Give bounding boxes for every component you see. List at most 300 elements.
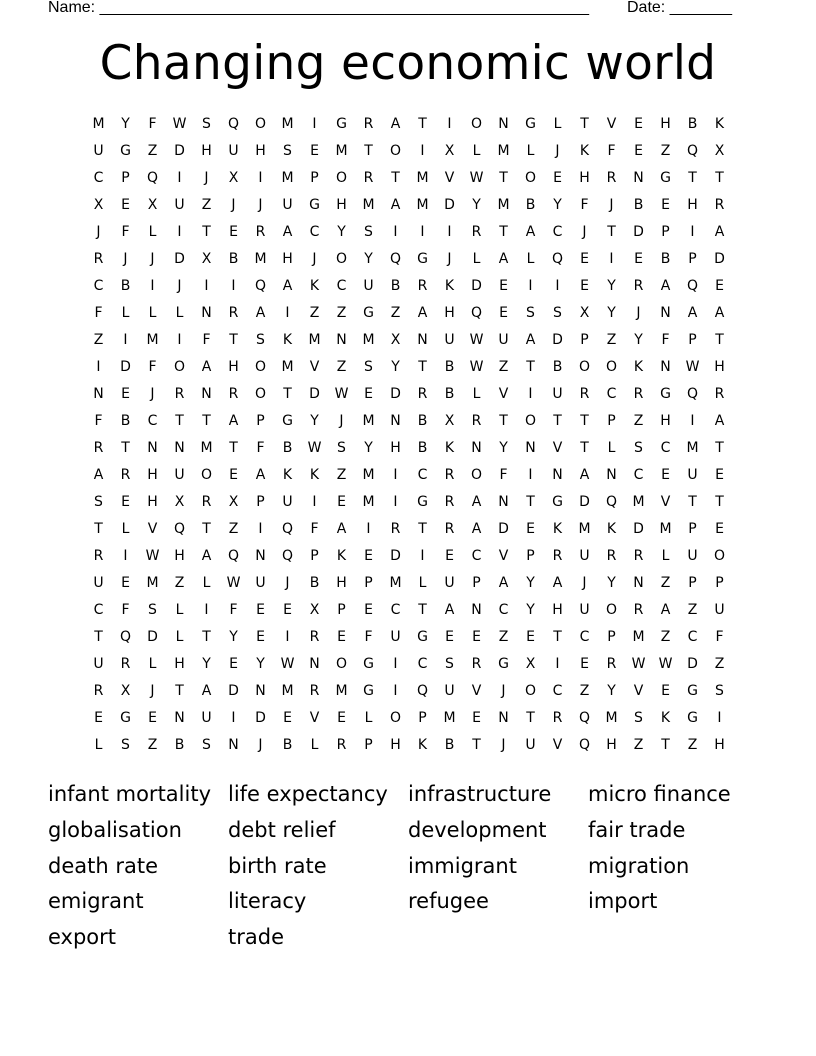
word-list-item: birth rate [228, 853, 327, 878]
grid-letter: L [472, 143, 481, 159]
grid-letter: I [420, 548, 425, 564]
grid-letter: O [470, 467, 483, 483]
grid-row [85, 192, 733, 219]
grid-letter: O [389, 143, 402, 159]
grid-letter: S [634, 710, 643, 726]
grid-letter: T [661, 737, 670, 753]
grid-letter: B [444, 359, 455, 375]
grid-letter: C [390, 602, 401, 618]
grid-letter: W [685, 359, 700, 375]
grid-letter: Y [229, 629, 238, 645]
grid-letter: I [717, 710, 722, 726]
grid-letter: N [633, 170, 644, 186]
worksheet-header [48, 0, 748, 18]
grid-letter: B [282, 737, 293, 753]
grid-letter: R [363, 116, 374, 132]
grid-letter: L [472, 251, 481, 267]
grid-letter: T [688, 494, 697, 510]
grid-letter: R [93, 251, 104, 267]
grid-letter: P [256, 494, 265, 510]
word-list-item: import [588, 889, 658, 914]
grid-letter: K [444, 278, 455, 294]
grid-letter: I [393, 494, 398, 510]
grid-letter: M [335, 683, 348, 699]
grid-letter: T [715, 440, 724, 456]
grid-letter: K [444, 440, 455, 456]
grid-letter: I [555, 278, 560, 294]
grid-letter: H [390, 737, 401, 753]
grid-letter: K [633, 359, 644, 375]
grid-letter: C [633, 467, 644, 483]
grid-letter: S [445, 656, 454, 672]
grid-letter: I [528, 386, 533, 402]
grid-letter: Z [336, 467, 347, 483]
grid-letter: Y [526, 602, 535, 618]
grid-letter: J [231, 197, 236, 213]
grid-row [85, 597, 733, 624]
grid-letter: E [526, 629, 535, 645]
grid-letter: E [121, 575, 130, 591]
grid-letter: C [552, 683, 563, 699]
grid-letter: X [444, 143, 455, 159]
grid-letter: E [661, 683, 670, 699]
grid-letter: S [94, 494, 103, 510]
grid-letter: D [687, 656, 698, 672]
grid-letter: X [525, 656, 536, 672]
grid-letter: A [714, 224, 725, 240]
grid-letter: D [471, 278, 482, 294]
grid-letter: Y [391, 359, 400, 375]
grid-letter: I [609, 251, 614, 267]
grid-letter: Y [607, 683, 616, 699]
grid-letter: R [633, 548, 644, 564]
grid-letter: D [633, 521, 644, 537]
grid-letter: T [715, 494, 724, 510]
grid-letter: J [204, 170, 209, 186]
grid-letter: R [633, 386, 644, 402]
grid-letter: Q [416, 683, 429, 699]
word-list-item: fair trade [588, 817, 686, 842]
grid-letter: N [471, 440, 482, 456]
grid-letter: S [256, 332, 265, 348]
grid-letter: T [526, 494, 535, 510]
grid-letter: E [526, 521, 535, 537]
grid-letter: C [471, 548, 482, 564]
grid-letter: V [552, 440, 563, 456]
grid-row [85, 246, 733, 273]
grid-letter: C [336, 278, 347, 294]
grid-letter: F [148, 116, 157, 132]
grid-letter: A [687, 305, 698, 321]
grid-letter: D [255, 710, 266, 726]
grid-letter: B [228, 251, 239, 267]
grid-letter: D [390, 548, 401, 564]
grid-letter: T [202, 224, 211, 240]
grid-letter: Y [256, 656, 265, 672]
grid-letter: N [255, 683, 266, 699]
grid-letter: T [715, 332, 724, 348]
grid-letter: U [255, 575, 266, 591]
grid-letter: S [283, 143, 292, 159]
grid-letter: H [687, 197, 698, 213]
grid-letter: V [606, 116, 617, 132]
grid-letter: D [579, 494, 590, 510]
grid-letter: R [417, 278, 428, 294]
grid-letter: X [579, 305, 590, 321]
grid-letter: U [93, 575, 104, 591]
grid-letter: T [121, 440, 130, 456]
grid-letter: S [715, 683, 724, 699]
grid-letter: F [121, 224, 130, 240]
grid-letter: F [661, 332, 670, 348]
grid-letter: T [715, 170, 724, 186]
grid-letter: B [633, 197, 644, 213]
grid-letter: I [555, 656, 560, 672]
word-list-item: export [48, 925, 117, 950]
grid-letter: Z [174, 575, 185, 591]
grid-letter: N [498, 116, 509, 132]
grid-letter: R [606, 548, 617, 564]
grid-letter: P [607, 413, 616, 429]
grid-letter: V [147, 521, 158, 537]
grid-letter: T [553, 629, 562, 645]
grid-row [85, 354, 733, 381]
grid-letter: U [390, 629, 401, 645]
grid-letter: O [524, 170, 537, 186]
grid-letter: E [283, 710, 292, 726]
grid-letter: U [552, 386, 563, 402]
grid-letter: E [364, 386, 373, 402]
grid-letter: E [445, 548, 454, 564]
grid-letter: L [175, 629, 184, 645]
grid-letter: Z [579, 683, 590, 699]
grid-letter: I [177, 170, 182, 186]
grid-letter: Z [201, 197, 212, 213]
grid-letter: X [309, 602, 320, 618]
grid-letter: N [525, 440, 536, 456]
grid-letter: F [310, 521, 319, 537]
grid-letter: F [94, 305, 103, 321]
grid-letter: G [417, 629, 428, 645]
grid-letter: R [120, 656, 131, 672]
grid-letter: L [175, 305, 184, 321]
word-list-item: infant mortality [48, 782, 211, 806]
grid-letter: J [258, 197, 263, 213]
grid-letter: U [444, 683, 455, 699]
grid-letter: G [363, 656, 374, 672]
grid-letter: M [659, 521, 672, 537]
grid-letter: U [201, 710, 212, 726]
grid-letter: D [309, 386, 320, 402]
grid-letter: Z [498, 629, 509, 645]
grid-letter: K [714, 116, 725, 132]
grid-letter: C [579, 629, 590, 645]
grid-letter: E [310, 143, 319, 159]
grid-letter: E [229, 224, 238, 240]
grid-letter: Y [553, 197, 562, 213]
grid-letter: M [362, 332, 375, 348]
grid-letter: J [312, 251, 317, 267]
grid-letter: E [337, 710, 346, 726]
grid-letter: H [336, 197, 347, 213]
grid-letter: L [148, 305, 157, 321]
grid-letter: M [362, 467, 375, 483]
grid-letter: N [309, 656, 320, 672]
grid-letter: R [255, 224, 266, 240]
grid-letter: H [660, 413, 671, 429]
grid-letter: C [309, 224, 320, 240]
word-list-item: literacy [228, 889, 307, 914]
grid-letter: S [634, 440, 643, 456]
grid-letter: H [201, 143, 212, 159]
grid-letter: N [498, 710, 509, 726]
grid-letter: H [336, 575, 347, 591]
grid-letter: T [553, 413, 562, 429]
grid-letter: G [525, 116, 536, 132]
grid-letter: C [498, 602, 509, 618]
grid-letter: E [715, 278, 724, 294]
word-list-item: development [408, 817, 547, 842]
grid-letter: Q [146, 170, 159, 186]
grid-letter: B [282, 440, 293, 456]
grid-letter: V [309, 359, 320, 375]
grid-letter: R [579, 386, 590, 402]
grid-letter: Z [336, 305, 347, 321]
grid-letter: N [660, 359, 671, 375]
grid-letter: C [417, 656, 428, 672]
grid-letter: B [120, 413, 131, 429]
grid-letter: N [201, 305, 212, 321]
grid-letter: S [202, 737, 211, 753]
grid-letter: H [174, 656, 185, 672]
grid-letter: E [337, 494, 346, 510]
grid-letter: K [660, 710, 671, 726]
grid-letter: V [498, 548, 509, 564]
grid-letter: X [93, 197, 104, 213]
grid-letter: R [471, 413, 482, 429]
grid-letter: B [552, 359, 563, 375]
grid-letter: E [121, 197, 130, 213]
grid-letter: C [417, 467, 428, 483]
grid-row [85, 111, 733, 138]
grid-letter: M [281, 170, 294, 186]
grid-letter: F [202, 332, 211, 348]
grid-letter: K [579, 143, 590, 159]
grid-letter: S [337, 440, 346, 456]
grid-letter: P [580, 332, 589, 348]
grid-letter: X [201, 251, 212, 267]
grid-letter: A [714, 305, 725, 321]
grid-letter: V [633, 683, 644, 699]
word-list-item: immigrant [408, 853, 517, 878]
grid-letter: W [226, 575, 241, 591]
grid-letter: Z [714, 656, 725, 672]
grid-letter: A [228, 413, 239, 429]
grid-letter: E [634, 251, 643, 267]
grid-letter: U [498, 332, 509, 348]
grid-letter: A [525, 224, 536, 240]
grid-letter: F [256, 440, 265, 456]
grid-letter: E [148, 710, 157, 726]
grid-letter: M [281, 359, 294, 375]
grid-letter: I [258, 521, 263, 537]
grid-letter: O [578, 359, 591, 375]
grid-letter: H [579, 170, 590, 186]
grid-letter: N [471, 602, 482, 618]
grid-letter: I [204, 278, 209, 294]
grid-letter: F [229, 602, 238, 618]
grid-row [85, 732, 733, 759]
grid-letter: L [661, 548, 670, 564]
grid-letter: P [688, 332, 697, 348]
grid-letter: K [282, 467, 293, 483]
grid-letter: R [228, 386, 239, 402]
grid-letter: J [501, 737, 506, 753]
grid-letter: R [174, 386, 185, 402]
grid-letter: C [606, 386, 617, 402]
grid-letter: M [578, 521, 591, 537]
grid-letter: Q [173, 521, 186, 537]
grid-letter: I [420, 224, 425, 240]
grid-letter: N [228, 737, 239, 753]
grid-letter: A [498, 575, 509, 591]
grid-letter: Y [121, 116, 130, 132]
grid-letter: T [175, 413, 184, 429]
grid-letter: F [148, 359, 157, 375]
grid-letter: P [526, 548, 535, 564]
grid-letter: K [309, 467, 320, 483]
grid-letter: W [334, 386, 349, 402]
grid-letter: T [229, 332, 238, 348]
grid-letter: N [255, 548, 266, 564]
grid-letter: R [552, 710, 563, 726]
grid-letter: A [498, 251, 509, 267]
grid-letter: Y [634, 332, 643, 348]
grid-letter: Q [227, 116, 240, 132]
grid-letter: Q [227, 548, 240, 564]
grid-letter: P [688, 521, 697, 537]
word-list-item: trade [228, 925, 284, 950]
date-line: Date: _______ [627, 0, 732, 16]
grid-letter: Q [281, 521, 294, 537]
grid-letter: E [661, 467, 670, 483]
grid-row [85, 408, 733, 435]
grid-letter: H [660, 116, 671, 132]
grid-letter: J [501, 683, 506, 699]
grid-letter: E [499, 305, 508, 321]
grid-letter: U [525, 737, 536, 753]
grid-letter: L [121, 305, 130, 321]
grid-letter: B [417, 440, 428, 456]
grid-letter: Z [660, 629, 671, 645]
grid-letter: L [364, 710, 373, 726]
grid-letter: K [417, 737, 428, 753]
grid-letter: I [690, 224, 695, 240]
grid-letter: M [281, 116, 294, 132]
grid-letter: T [580, 116, 589, 132]
grid-letter: Z [633, 413, 644, 429]
grid-letter: L [148, 224, 157, 240]
grid-letter: I [204, 602, 209, 618]
grid-letter: N [201, 386, 212, 402]
grid-letter: Z [93, 332, 104, 348]
grid-letter: G [309, 197, 320, 213]
grid-letter: B [309, 575, 320, 591]
grid-letter: Z [660, 575, 671, 591]
letter-grid [85, 111, 733, 759]
grid-letter: Y [526, 575, 535, 591]
grid-letter: Z [660, 143, 671, 159]
grid-letter: U [174, 197, 185, 213]
grid-letter: D [444, 197, 455, 213]
grid-letter: T [526, 359, 535, 375]
grid-letter: C [93, 278, 104, 294]
grid-letter: Y [607, 305, 616, 321]
grid-letter: R [606, 170, 617, 186]
grid-letter: M [416, 170, 429, 186]
grid-letter: B [174, 737, 185, 753]
grid-letter: R [606, 656, 617, 672]
grid-letter: P [688, 251, 697, 267]
grid-letter: A [282, 224, 293, 240]
grid-letter: N [174, 440, 185, 456]
grid-letter: T [472, 737, 481, 753]
grid-letter: G [336, 116, 347, 132]
grid-letter: M [686, 440, 699, 456]
grid-letter: V [444, 170, 455, 186]
grid-letter: Y [202, 656, 211, 672]
grid-letter: Y [607, 575, 616, 591]
grid-row [85, 651, 733, 678]
grid-letter: D [633, 224, 644, 240]
grid-letter: A [201, 548, 212, 564]
grid-letter: U [282, 197, 293, 213]
grid-letter: R [444, 494, 455, 510]
grid-letter: G [687, 683, 698, 699]
grid-letter: G [282, 413, 293, 429]
grid-letter: E [121, 494, 130, 510]
grid-letter: T [94, 629, 103, 645]
grid-letter: S [364, 359, 373, 375]
grid-letter: O [524, 413, 537, 429]
grid-letter: Y [337, 224, 346, 240]
grid-letter: W [469, 332, 484, 348]
grid-letter: A [255, 467, 266, 483]
grid-letter: L [472, 386, 481, 402]
grid-letter: O [524, 683, 537, 699]
grid-letter: T [526, 710, 535, 726]
grid-letter: Q [254, 278, 267, 294]
grid-row [85, 165, 733, 192]
grid-letter: A [390, 116, 401, 132]
grid-letter: W [469, 359, 484, 375]
grid-letter: Q [686, 386, 699, 402]
grid-letter: A [282, 278, 293, 294]
grid-letter: S [526, 305, 535, 321]
grid-letter: Z [606, 332, 617, 348]
word-list-item: emigrant [48, 889, 144, 914]
grid-letter: K [282, 332, 293, 348]
grid-letter: I [447, 224, 452, 240]
grid-row [85, 219, 733, 246]
grid-letter: C [93, 170, 104, 186]
grid-letter: M [497, 143, 510, 159]
grid-letter: E [661, 197, 670, 213]
grid-letter: U [93, 656, 104, 672]
grid-letter: J [339, 413, 344, 429]
grid-letter: N [633, 575, 644, 591]
grid-letter: M [362, 197, 375, 213]
